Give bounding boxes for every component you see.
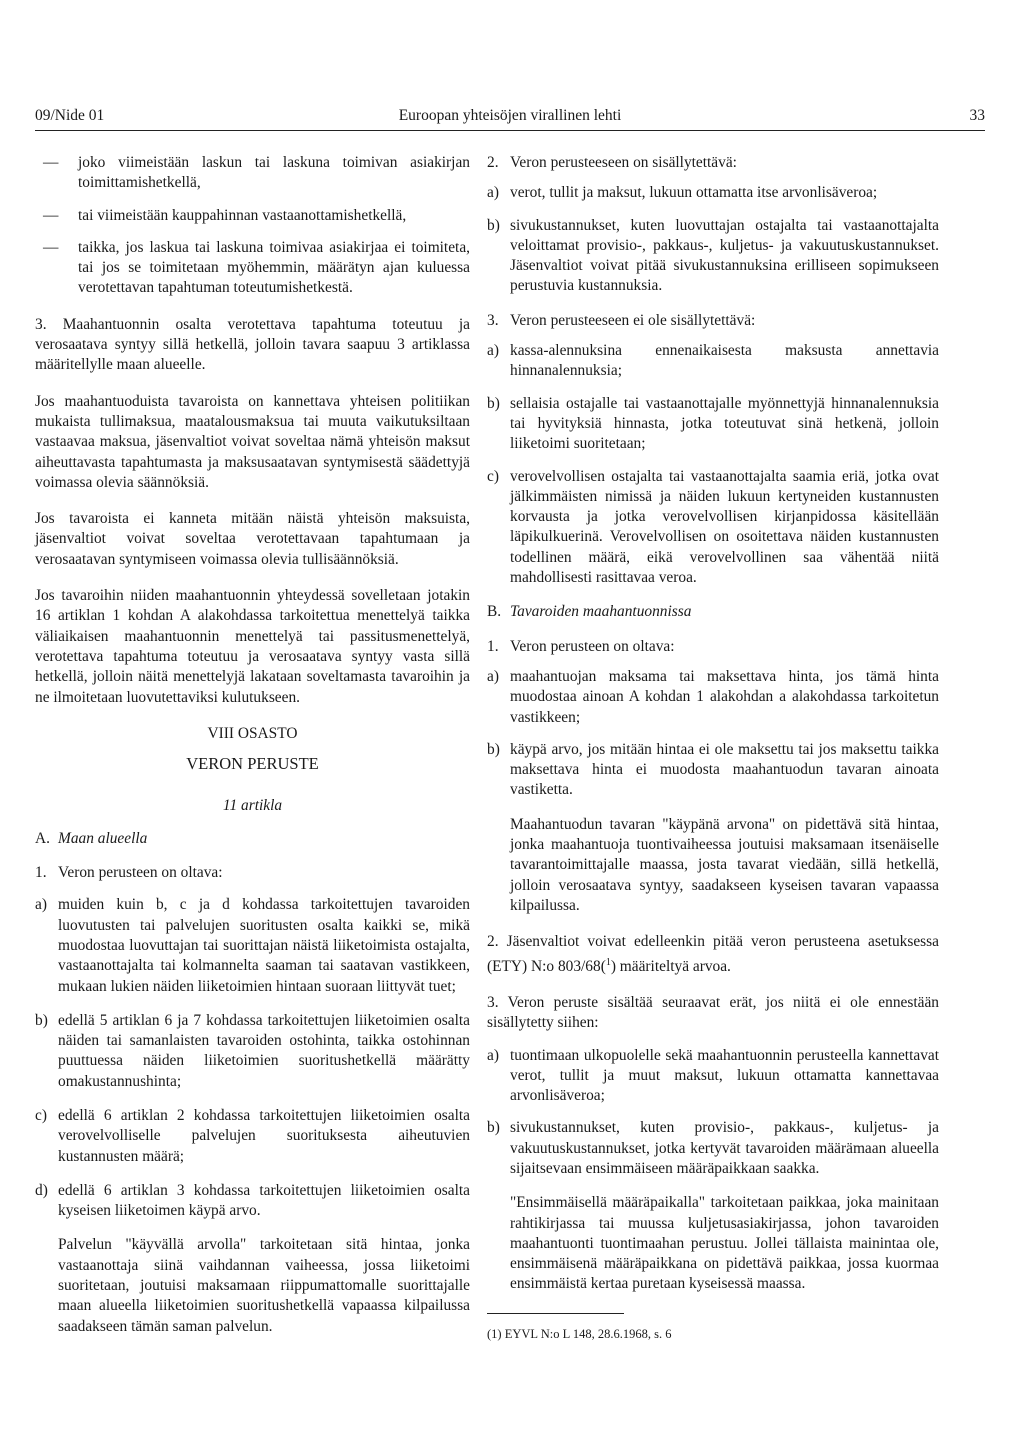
list-item-label: c) (35, 1106, 47, 1124)
list-item (35, 1106, 470, 1167)
list-item-text: sivukustannukset, kuten luovuttajan ostajalta tai vastaanottajalta veloittamat provisio-, pakkaus-, kuljetus- ja vakuutuskustannukset. Jäsenvaltiot voivat pitää sivukustannuksina erilliseen sopimukseen perustuvia kustannuksia. (510, 216, 939, 295)
point-2-label: 2. (487, 154, 499, 171)
subsection-a-label: A. (35, 829, 50, 847)
list-item-text: edellä 5 artiklan 6 ja 7 kohdassa tarkoitettujen liiketoimien osalta näiden tai samanlaisten tavaroiden ostohinta, taikka ostohinnan puuttuessa näiden liiketoimien suoritushetkellä määrätty omakustannushinta; (58, 1011, 470, 1090)
point-b1-text: Veron perusteen on oltava: (510, 637, 675, 655)
dash-item-3: — taikka, jos laskua tai laskuna toimivaa asiakirjaa ei toimiteta, tai jos se toimitetaan myöhemmin, määrätyn ajan kuluessa verotettavan tapahtuman toteutumishetkestä. (35, 238, 470, 299)
footnote (487, 1326, 939, 1343)
footnote-text: EYVL N:o L 148, 28.6.1968, s. 6 (504, 1326, 672, 1341)
list-item (35, 895, 470, 996)
paragraph-procedures: Jos tavaroihin niiden maahantuonnin yhteydessä sovelletaan jotakin 16 artiklan 1 kohdan A alakohdassa tarkoitettua menettelyä taikka väliaikaisen maahantuonnin menettelyä tai passitusmenettelyä, verotettava tapahtuma toteutuu ja verosaatava syntyy vasta sillä hetkellä, jolloin näitä menettelyjä lakataan soveltamasta tavaroihin ja ne ilmoitetaan luovutettaviksi kulutukseen. (35, 587, 470, 706)
point-b1-label: 1. (487, 637, 499, 655)
list-item-label: b) (487, 394, 500, 412)
journal-title: Euroopan yhteisöjen virallinen lehti (398, 107, 622, 124)
point-3-text: Veron perusteeseen ei ole sisällytettävä: (510, 311, 756, 329)
point-3 (487, 311, 939, 331)
list-item (487, 1118, 939, 1179)
section-number: VIII OSASTO (207, 724, 298, 742)
list-item-label: b) (487, 1119, 500, 1137)
journal-issue: 09/Nide 01 (35, 107, 105, 124)
list-item-text: kassa-alennuksina ennenaikaisesta maksusta annettavia hinnanalennuksia; (510, 342, 939, 380)
closing-paragraph: Palvelun "käyvällä arvolla" tarkoitetaan sitä hintaa, jonka vastaanottaja siinä vaihdannan vaiheessa, jossa liiketoimi suoritetaan, joutuisi maksamaan riippumattomalle suorittajalle maan alueella liiketoimien suoritushetkellä vapaassa kilpailussa saadakseen tämän saman palvelun. (58, 1236, 470, 1335)
list-item (487, 667, 939, 728)
list-item-text: käypä arvo, jos mitään hintaa ei ole maksettu tai jos maksettu taikka maksettava hinta ei muodosta maahantuodun tavaran ainoata vastiketta. (510, 740, 939, 799)
point-3-label: 3. (487, 311, 499, 329)
footnote-mark: (1) (487, 1326, 502, 1341)
point-b2 (487, 932, 939, 977)
list-item-label: c) (487, 467, 499, 485)
list-item (487, 216, 939, 297)
list-item (487, 1046, 939, 1107)
list-item (35, 1181, 470, 1222)
first-destination-paragraph: "Ensimmäisellä määräpaikalla" tarkoitetaan paikkaa, joka mainitaan rahtikirjassa tai muussa kuljetusasiakirjassa, johon tavaroiden maahantuonti tuontimaahan perustuu. Jollei tällaista mainintaa ole, ensimmäisenä määräpaikkana on pidettävä paikkaa, jossa kuormaa ensimmäistä kertaa puretaan kyseisessä maassa. (510, 1194, 939, 1293)
header-rule (35, 130, 985, 131)
section-title: VERON PERUSTE (186, 754, 319, 774)
list-item (487, 394, 939, 455)
footnote-ref: 1 (605, 956, 611, 968)
list-item-text: edellä 6 artiklan 3 kohdassa tarkoitettujen liiketoimien osalta kyseisen liiketoimen käypä arvo. (58, 1181, 470, 1220)
list-item (487, 341, 939, 382)
list-item-text: edellä 6 artiklan 2 kohdassa tarkoitettujen liiketoimien osalta verovelvolliselle palvelujen suorituksesta aiheutuvien kustannusten määrä; (58, 1106, 470, 1165)
subsection-a-title: Maan alueella (58, 829, 148, 847)
subsection-b-heading (487, 602, 939, 622)
market-value-paragraph: Maahantuodun tavaran "käypänä arvona" on pidettävä sitä hintaa, jonka maahantuoja tuontivaiheessa joutuisi maksamaan itsenäiselle tavarantoimittajalle maassa, josta tavarat viedään, sillä hetkellä, jolloin verosaatava syntyy, saadakseen kyseisen tavaran vapaassa kilpailussa. (510, 815, 939, 914)
point-2 (487, 153, 939, 173)
point-1-text: Veron perusteen on oltava: (58, 864, 223, 882)
list-item (487, 467, 939, 589)
paragraph-3: 3. Maahantuonnin osalta verotettava tapahtuma toteutuu ja verosaatava syntyy sillä hetkellä, jolloin tavara saapuu 3 artiklassa määritellylle maan alueelle. (35, 315, 470, 374)
list-item-label: b) (35, 1011, 48, 1029)
list-item-text: sivukustannukset, kuten provisio-, pakkaus-, kuljetus- ja vakuutuskustannukset, jotka kertyvät tavaroiden määrämaan alueella sijaitsevaan ensimmäiseen määräpaikkaan saakka. (510, 1119, 939, 1177)
paragraph-community-duties: Jos maahantuoduista tavaroista on kannettava yhteisen politiikan mukaista tullimaksua, maatalousmaksua tai muuta vaikutuksiltaan vastaavaa maksua, jäsenvaltiot voivat soveltaa nämä yhteisön maksut aiheuttavasta tapahtumasta ja maksusaatavan syntymisestä säädettyjä voimassa olevia säännöksiä. (35, 392, 470, 491)
point-1 (35, 863, 470, 883)
point-2-text: Veron perusteeseen on sisällytettävä: (510, 154, 737, 171)
list-item-label: a) (35, 896, 47, 914)
list-item-label: a) (487, 667, 499, 685)
dash-item-1: — joko viimeistään laskun tai laskuna toimivan asiakirjan toimittamishetkellä, (35, 153, 470, 194)
list-item-label: b) (487, 216, 500, 234)
subsection-b-title: Tavaroiden maahantuonnissa (510, 603, 692, 621)
list-item-text: maahantuojan maksama tai maksettava hinta, jos tämä hinta muodostaa ainoan A kohdan 1 alakohdan a alakohdassa tarkoitetun vastikkeen; (510, 667, 939, 726)
right-column (487, 153, 939, 1343)
left-column (35, 153, 470, 1337)
point-1-label: 1. (35, 864, 47, 882)
article-heading: 11 artikla (222, 797, 283, 815)
subsection-b-label: B. (487, 603, 502, 621)
point-b2-text: 2. Jäsenvaltiot voivat edelleenkin pitää veron perusteena asetuksessa (ETY) N:o 803/68( (487, 933, 939, 975)
list-item (487, 740, 939, 801)
list-item-label: a) (487, 184, 499, 202)
dash-item-2: — tai viimeistään kauppahinnan vastaanottamishetkellä, (35, 206, 470, 226)
point-b2-text-end: ) määriteltyä arvoa. (610, 957, 731, 975)
page-header (35, 106, 985, 130)
point-b1 (487, 637, 939, 657)
list-item-text: muiden kuin b, c ja d kohdassa tarkoitettujen tavaroiden luovutusten tai palvelujen suoritusten osalta kaikki se, mikä muodostaa luovuttajan tai suorittajan näistä liiketoimista ostajalta, vastaanottajalta tai kolmannelta saaman tai saatavan vastikkeen, mukaan lukien näiden liiketoimien hintaan suoraan liittyvät tuet; (58, 896, 470, 995)
footnote-rule (487, 1313, 624, 1314)
page-number: 33 (969, 107, 985, 124)
list-item-text: verot, tullit ja maksut, lukuun ottamatta itse arvonlisäveroa; (510, 184, 878, 202)
list-item-label: a) (487, 342, 499, 360)
paragraph-customs-rules: Jos tavaroista ei kanneta mitään näistä yhteisön maksuista, jäsenvaltiot voivat soveltaa verotettavaan tapahtumaan ja verosaatavan syntymiseen voimassa olevia tullisäännöksiä. (35, 510, 470, 568)
list-item (487, 183, 939, 203)
list-item-label: d) (35, 1181, 48, 1199)
list-item-text: tuontimaan ulkopuolelle sekä maahantuonnin perusteella kannettavat verot, tullit ja muut maksut, lukuun ottamatta kannettavaa arvonlisäveroa; (510, 1046, 939, 1105)
list-item-text: verovelvollisen ostajalta tai vastaanottajalta saamia eriä, jotka ovat jälkimmäisten nimissä ja näiden lukuun kertyneiden kustannusten korvausta ja jotka verovelvollisen kirjanpidossa käsitellään läpikulkuerinä. Verovelvollisen on osoitettava näiden kustannusten todellinen määrä, eikä verovelvollinen saa vähentää niitä mahdollisesti rasittavaa veroa. (510, 467, 939, 587)
list-item-text: sellaisia ostajalle tai vastaanottajalle myönnettyjä hinnanalennuksia tai hyvityksiä hinnasta, jotka toteutuvat sinä hetkenä, jolloin liiketoimi suoritetaan; (510, 394, 939, 453)
list-item (35, 1011, 470, 1092)
list-item-label: a) (487, 1046, 499, 1064)
list-item-label: b) (487, 740, 500, 758)
point-b3: 3. Veron peruste sisältää seuraavat erät, jos niitä ei ole ennestään sisällytetty siihen: (487, 993, 939, 1032)
subsection-a-heading (35, 829, 470, 849)
